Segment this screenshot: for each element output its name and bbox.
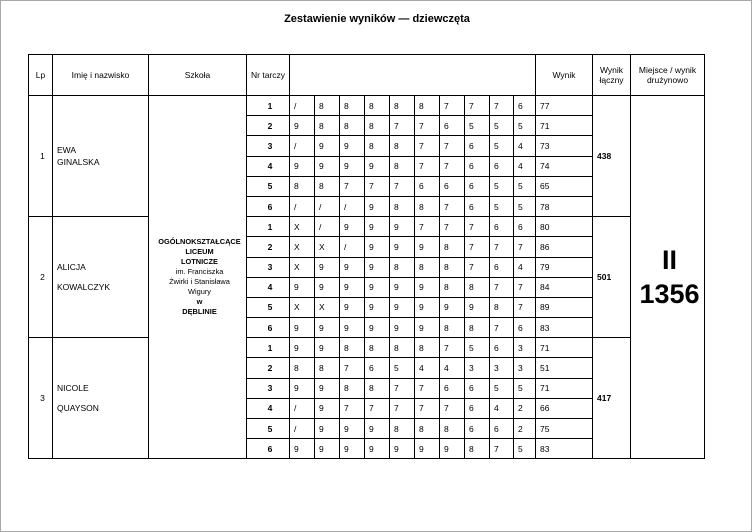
shot-cell: 9 <box>365 318 390 338</box>
school-line8: DĘBLINIE <box>182 307 217 317</box>
shot-cell: 9 <box>315 419 340 439</box>
shot-cell: 4 <box>514 156 536 176</box>
series-result: 86 <box>536 237 593 257</box>
shot-cell: 9 <box>340 419 365 439</box>
school-line3: LOTNICZE <box>181 257 218 267</box>
series-result: 83 <box>536 439 593 459</box>
header-total: Wynik łączny <box>593 55 631 96</box>
shot-cell: 9 <box>415 318 440 338</box>
shot-cell: 8 <box>440 277 465 297</box>
shot-cell: 9 <box>340 297 365 317</box>
shot-cell: 6 <box>465 176 490 196</box>
school-line1: OGÓLNOKSZTAŁCĄCE <box>158 237 241 247</box>
competitor-name <box>53 217 149 338</box>
school-line6: Wigury <box>188 287 211 297</box>
shot-cell: 3 <box>465 358 490 378</box>
table-row <box>29 338 705 358</box>
shot-cell: 9 <box>415 297 440 317</box>
shot-cell: 9 <box>365 419 390 439</box>
competitor-name <box>53 338 149 459</box>
shot-cell: 6 <box>440 378 465 398</box>
target-number: 3 <box>247 378 290 398</box>
shot-cell: 2 <box>514 419 536 439</box>
shot-cell: 6 <box>465 136 490 156</box>
shot-cell: 6 <box>465 398 490 418</box>
shot-cell: 8 <box>340 116 365 136</box>
shot-cell: 7 <box>440 136 465 156</box>
shot-cell: 6 <box>465 419 490 439</box>
shot-cell: 9 <box>340 439 365 459</box>
shot-cell: 6 <box>490 419 514 439</box>
shot-cell: 6 <box>490 217 514 237</box>
shot-cell: / <box>290 96 315 116</box>
shot-cell: 8 <box>415 96 440 116</box>
series-result: 75 <box>536 419 593 439</box>
shot-cell: 7 <box>490 439 514 459</box>
header-school: Szkoła <box>149 55 247 96</box>
shot-cell: 7 <box>440 338 465 358</box>
shot-cell: 8 <box>365 136 390 156</box>
shot-cell: 9 <box>390 439 415 459</box>
shot-cell: 6 <box>440 116 465 136</box>
series-result: 51 <box>536 358 593 378</box>
team-score: 1356 <box>639 279 700 310</box>
shot-cell: 7 <box>390 116 415 136</box>
shot-cell: 9 <box>365 156 390 176</box>
shot-cell: 6 <box>465 156 490 176</box>
shot-cell: 8 <box>390 96 415 116</box>
target-number: 5 <box>247 297 290 317</box>
shot-cell: 9 <box>465 297 490 317</box>
target-number: 2 <box>247 237 290 257</box>
shot-cell: 9 <box>290 378 315 398</box>
shot-cell: 4 <box>415 358 440 378</box>
shot-cell: 7 <box>390 176 415 196</box>
shot-cell: 8 <box>465 318 490 338</box>
shot-cell: 7 <box>415 136 440 156</box>
shot-cell: 9 <box>440 439 465 459</box>
shot-cell: 7 <box>465 217 490 237</box>
shot-cell: 8 <box>340 378 365 398</box>
shot-cell: 8 <box>440 237 465 257</box>
shot-cell: 7 <box>340 176 365 196</box>
series-result: 77 <box>536 96 593 116</box>
shot-cell: 7 <box>440 398 465 418</box>
shot-cell: 9 <box>365 439 390 459</box>
shot-cell: 6 <box>465 196 490 216</box>
shot-cell: 8 <box>490 297 514 317</box>
series-result: 71 <box>536 378 593 398</box>
shot-cell: 8 <box>390 156 415 176</box>
series-result: 65 <box>536 176 593 196</box>
shot-cell: 8 <box>390 419 415 439</box>
shot-cell: 6 <box>514 217 536 237</box>
shot-cell: 9 <box>315 156 340 176</box>
shot-cell: 5 <box>390 358 415 378</box>
shot-cell: 9 <box>315 398 340 418</box>
series-result: 84 <box>536 277 593 297</box>
competitor-name <box>53 96 149 217</box>
shot-cell: 9 <box>415 277 440 297</box>
target-number: 6 <box>247 439 290 459</box>
shot-cell: 9 <box>340 136 365 156</box>
shot-cell: 6 <box>490 338 514 358</box>
series-result: 80 <box>536 217 593 237</box>
shot-cell: 9 <box>340 318 365 338</box>
shot-cell: 7 <box>490 318 514 338</box>
shot-cell: 7 <box>415 378 440 398</box>
shot-cell: 9 <box>290 338 315 358</box>
shot-cell: 6 <box>365 358 390 378</box>
shot-cell: 4 <box>514 136 536 156</box>
shot-cell: 8 <box>390 196 415 216</box>
target-number: 4 <box>247 156 290 176</box>
series-result: 78 <box>536 196 593 216</box>
shot-cell: 6 <box>514 318 536 338</box>
target-number: 4 <box>247 398 290 418</box>
shot-cell: 7 <box>490 277 514 297</box>
shot-cell: 8 <box>415 338 440 358</box>
competitor-first-name: EWA <box>57 145 77 156</box>
shot-cell: 9 <box>365 196 390 216</box>
shot-cell: 2 <box>514 398 536 418</box>
shot-cell: 8 <box>315 96 340 116</box>
target-number: 1 <box>247 96 290 116</box>
shot-cell: 7 <box>415 116 440 136</box>
school-name <box>149 96 247 459</box>
series-result: 73 <box>536 136 593 156</box>
shot-cell: 8 <box>465 277 490 297</box>
competitor-first-name: NICOLE <box>57 383 89 394</box>
shot-cell: 7 <box>465 257 490 277</box>
shot-cell: 8 <box>290 176 315 196</box>
shot-cell: X <box>290 217 315 237</box>
shot-cell: 9 <box>340 277 365 297</box>
shot-cell: 8 <box>390 338 415 358</box>
shot-cell: 8 <box>415 196 440 216</box>
target-number: 6 <box>247 196 290 216</box>
target-number: 3 <box>247 257 290 277</box>
shot-cell: 9 <box>315 136 340 156</box>
competitor-total: 501 <box>593 217 631 338</box>
shot-cell: 9 <box>290 277 315 297</box>
series-result: 71 <box>536 338 593 358</box>
header-team: Miejsce / wynik drużynowo <box>631 55 705 96</box>
shot-cell: 5 <box>514 378 536 398</box>
shot-cell: 6 <box>415 176 440 196</box>
target-number: 1 <box>247 338 290 358</box>
series-result: 79 <box>536 257 593 277</box>
shot-cell: 8 <box>415 419 440 439</box>
series-result: 66 <box>536 398 593 418</box>
school-line2: LICEUM <box>185 247 214 257</box>
shot-cell: 6 <box>440 176 465 196</box>
shot-cell: 5 <box>514 176 536 196</box>
shot-cell: 7 <box>465 96 490 116</box>
shot-cell: 9 <box>415 237 440 257</box>
shot-cell: 8 <box>290 358 315 378</box>
header-result: Wynik <box>536 55 593 96</box>
shot-cell: 9 <box>340 217 365 237</box>
shot-cell: 4 <box>490 398 514 418</box>
shot-cell: 7 <box>340 398 365 418</box>
shot-cell: 9 <box>315 338 340 358</box>
shot-cell: 8 <box>315 358 340 378</box>
shot-cell: X <box>290 237 315 257</box>
school-line7: w <box>196 297 203 307</box>
shot-cell: 7 <box>514 297 536 317</box>
target-number: 6 <box>247 318 290 338</box>
shot-cell: 3 <box>490 358 514 378</box>
target-number: 1 <box>247 217 290 237</box>
shot-cell: 9 <box>340 257 365 277</box>
shot-cell: 5 <box>514 439 536 459</box>
shot-cell: 8 <box>440 419 465 439</box>
shot-cell: 7 <box>514 277 536 297</box>
shot-cell: 9 <box>365 257 390 277</box>
shot-cell: 7 <box>415 156 440 176</box>
shot-cell: 8 <box>365 96 390 116</box>
shot-cell: 8 <box>315 176 340 196</box>
shot-cell: 5 <box>465 116 490 136</box>
shot-cell: 7 <box>365 398 390 418</box>
shot-cell: 7 <box>490 237 514 257</box>
school-line5: Żwirki i Stanisława <box>169 277 230 287</box>
shot-cell: / <box>290 419 315 439</box>
competitor-lp: 2 <box>29 217 53 338</box>
shot-cell: / <box>290 136 315 156</box>
header-name: Imię i nazwisko <box>53 55 149 96</box>
shot-cell: 7 <box>390 398 415 418</box>
shot-cell: 5 <box>490 378 514 398</box>
shot-cell: 5 <box>490 196 514 216</box>
competitor-first-name: ALICJA <box>57 262 86 273</box>
shot-cell: 7 <box>365 176 390 196</box>
shot-cell: 7 <box>390 378 415 398</box>
target-number: 5 <box>247 419 290 439</box>
shot-cell: 7 <box>415 398 440 418</box>
shot-cell: 7 <box>514 237 536 257</box>
results-body <box>29 96 705 459</box>
target-number: 2 <box>247 358 290 378</box>
shot-cell: 9 <box>365 237 390 257</box>
shot-cell: 9 <box>315 257 340 277</box>
series-result: 74 <box>536 156 593 176</box>
shot-cell: 9 <box>440 297 465 317</box>
competitor-last-name: QUAYSON <box>57 403 99 414</box>
shot-cell: 7 <box>440 196 465 216</box>
target-number: 5 <box>247 176 290 196</box>
shot-cell: 5 <box>490 176 514 196</box>
shot-cell: 8 <box>415 257 440 277</box>
header-target: Nr tarczy <box>247 55 290 96</box>
school-line4: im. Franciszka <box>175 267 224 277</box>
shot-cell: 5 <box>490 116 514 136</box>
shot-cell: 6 <box>490 257 514 277</box>
table-row <box>29 217 705 237</box>
shot-cell: 8 <box>340 96 365 116</box>
shot-cell: X <box>290 297 315 317</box>
shot-cell: 9 <box>365 297 390 317</box>
competitor-lp: 3 <box>29 338 53 459</box>
shot-cell: / <box>290 398 315 418</box>
shot-cell: 8 <box>340 338 365 358</box>
shot-cell: 9 <box>290 318 315 338</box>
header-row <box>29 55 705 96</box>
shot-cell: 9 <box>415 439 440 459</box>
competitor-lp: 1 <box>29 96 53 217</box>
shot-cell: 8 <box>365 378 390 398</box>
shot-cell: 9 <box>365 217 390 237</box>
shot-cell: 6 <box>465 378 490 398</box>
shot-cell: 9 <box>390 237 415 257</box>
shot-cell: 9 <box>290 116 315 136</box>
table-row <box>29 96 705 116</box>
shot-cell: 3 <box>514 338 536 358</box>
shot-cell: 7 <box>465 237 490 257</box>
competitor-last-name: KOWALCZYK <box>57 282 111 293</box>
competitor-total: 417 <box>593 338 631 459</box>
shot-cell: 7 <box>440 96 465 116</box>
shot-cell: 8 <box>440 257 465 277</box>
shot-cell: / <box>315 217 340 237</box>
shot-cell: X <box>315 297 340 317</box>
shot-cell: 9 <box>390 318 415 338</box>
target-number: 3 <box>247 136 290 156</box>
series-result: 71 <box>536 116 593 136</box>
shot-cell: / <box>340 237 365 257</box>
team-place: II <box>661 245 677 276</box>
page-title: Zestawienie wyników — dziewczęta <box>284 13 470 25</box>
shot-cell: 8 <box>315 116 340 136</box>
shot-cell: 8 <box>465 439 490 459</box>
shot-cell: / <box>290 196 315 216</box>
shot-cell: 8 <box>365 116 390 136</box>
shot-cell: 9 <box>390 277 415 297</box>
shot-cell: 6 <box>490 156 514 176</box>
shot-cell: 8 <box>390 257 415 277</box>
shot-cell: 7 <box>440 217 465 237</box>
shot-cell: 5 <box>490 136 514 156</box>
shot-cell: X <box>290 257 315 277</box>
shot-cell: 7 <box>415 217 440 237</box>
shot-cell: / <box>315 196 340 216</box>
shot-cell: 7 <box>440 156 465 176</box>
shot-cell: 4 <box>514 257 536 277</box>
shot-cell: 9 <box>365 277 390 297</box>
shot-cell: 8 <box>390 136 415 156</box>
shot-cell: 9 <box>315 439 340 459</box>
shot-cell: 9 <box>290 156 315 176</box>
team-result <box>631 96 705 459</box>
shot-cell: 9 <box>390 297 415 317</box>
header-lp: Lp <box>29 55 53 96</box>
shot-cell: 8 <box>365 338 390 358</box>
shot-cell: 9 <box>315 378 340 398</box>
shot-cell: 3 <box>514 358 536 378</box>
series-result: 89 <box>536 297 593 317</box>
shot-cell: X <box>315 237 340 257</box>
target-number: 4 <box>247 277 290 297</box>
shot-cell: 9 <box>390 217 415 237</box>
shot-cell: 4 <box>440 358 465 378</box>
competitor-total: 438 <box>593 96 631 217</box>
shot-cell: 7 <box>340 358 365 378</box>
shot-cell: 9 <box>340 156 365 176</box>
shot-cell: 9 <box>315 277 340 297</box>
shot-cell: 7 <box>490 96 514 116</box>
results-table <box>28 54 705 459</box>
shot-cell: 5 <box>465 338 490 358</box>
shot-cell: 6 <box>514 96 536 116</box>
shot-cell: 5 <box>514 196 536 216</box>
competitor-last-name: GINALSKA <box>57 157 100 168</box>
shot-cell: 5 <box>514 116 536 136</box>
shot-cell: 8 <box>440 318 465 338</box>
target-number: 2 <box>247 116 290 136</box>
header-shots <box>290 55 536 96</box>
series-result: 83 <box>536 318 593 338</box>
shot-cell: / <box>340 196 365 216</box>
shot-cell: 9 <box>315 318 340 338</box>
shot-cell: 9 <box>290 439 315 459</box>
